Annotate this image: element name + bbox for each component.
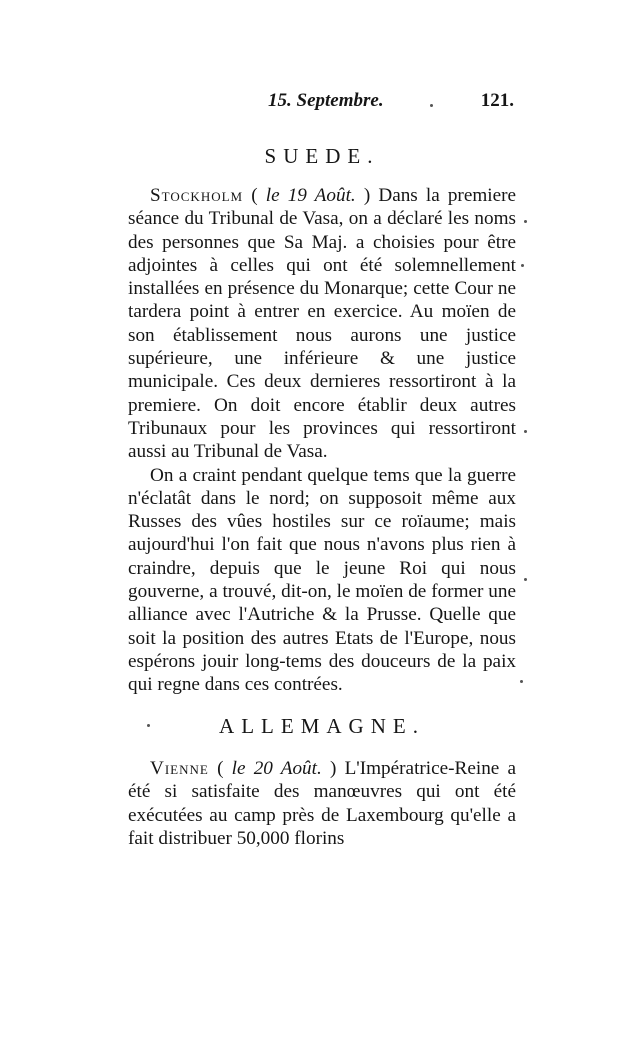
ink-speck bbox=[520, 680, 523, 683]
paragraph bbox=[128, 757, 516, 850]
paragraph-text: Dans la premiere séance du Tribunal de Vasa, on a déclaré les noms des personnes que Sa Maj. a choisies pour être adjointes à celles qui ont été solemnellement installées en présence du Monarque; cette Cour ne tardera point à entrer en exercice. Au moïen de son établissement nous aurons une justice supérieure, une inférieure & une justice municipale. Ces deux dernieres ressortiront à la premiere. On doit encore établir deux autres Tribunaux pour les provinces qui ressortiront aussi au Tribunal de Vasa. bbox=[128, 185, 517, 463]
ink-speck bbox=[524, 220, 527, 223]
paragraph bbox=[128, 184, 516, 464]
section-heading-suede: SUEDE. bbox=[264, 144, 380, 168]
paragraph-text: L'Impératrice-Reine a été si satisfaite des manœuvres qui ont été exécutées au camp près de Laxembourg qu'elle a fait distribuer 50,000 florins bbox=[128, 758, 517, 849]
dateline-city: Stockholm bbox=[150, 185, 244, 206]
dateline-open-paren: ( bbox=[251, 185, 266, 206]
paragraph: On a craint pendant quelque tems que la guerre n'éclatât dans le nord; on supposoit même aux Russes des vûes hostiles sur ce roïaume; mais aujourd'hui l'on fait que nous n'avons plus rien à craindre, depuis que le jeune Roi qui nous gouverne, a trouvé, dit-on, le moïen de former une alliance avec l'Autriche & la Prusse. Quelle que soit la position des autres Etats de l'Europe, nous espérons jouir long-tems des douceurs de la paix qui regne dans ces contrées. bbox=[128, 464, 516, 696]
ink-speck bbox=[430, 104, 433, 107]
dateline-close-paren: ) bbox=[321, 758, 337, 779]
section-body-allemagne bbox=[128, 757, 516, 850]
ink-speck bbox=[521, 264, 524, 267]
dateline-open-paren: ( bbox=[217, 758, 232, 779]
dateline-date: le 19 Août. bbox=[265, 185, 356, 206]
section-heading-allemagne: ALLEMAGNE. bbox=[219, 714, 425, 738]
running-head-date: 15. Septembre. bbox=[268, 90, 384, 111]
dateline-date: le 20 Août. bbox=[231, 758, 322, 779]
page-number: 121. bbox=[480, 90, 514, 111]
ink-speck bbox=[524, 430, 527, 433]
ink-speck bbox=[524, 578, 527, 581]
ink-speck bbox=[147, 724, 150, 727]
dateline-close-paren: ) bbox=[355, 185, 371, 206]
running-head bbox=[128, 90, 516, 120]
section-body-suede bbox=[128, 184, 516, 697]
dateline-city: Vienne bbox=[150, 758, 209, 779]
